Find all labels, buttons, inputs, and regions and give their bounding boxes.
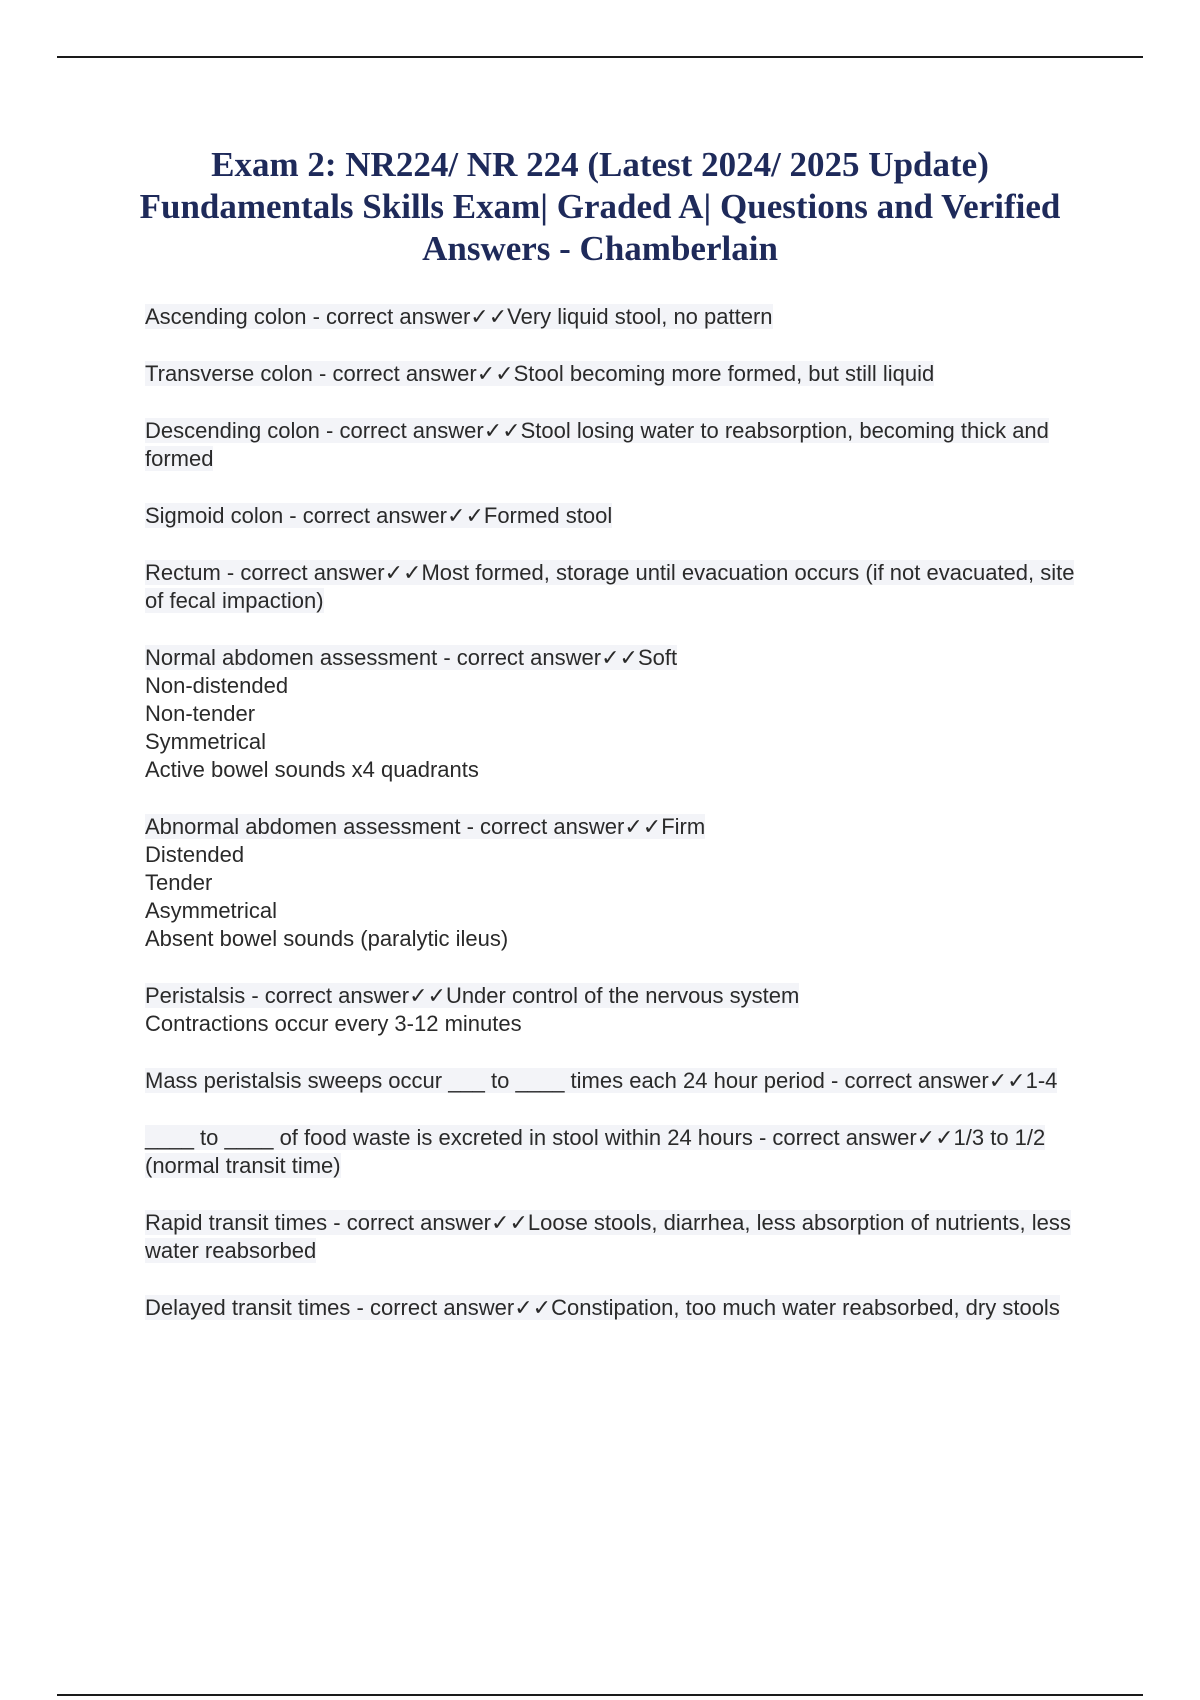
answer-separator: - correct answer✓✓	[350, 1295, 552, 1320]
qa-item	[145, 1124, 1085, 1180]
answer-extra-line: Symmetrical	[145, 729, 267, 754]
qa-question-line	[145, 814, 705, 839]
answer-extra-line: Absent bowel sounds (paralytic ileus)	[145, 926, 509, 951]
answer-separator: - correct answer✓✓	[312, 361, 514, 386]
qa-item	[145, 559, 1085, 615]
question-text: Ascending colon	[145, 304, 307, 329]
bottom-divider	[57, 1694, 1143, 1696]
answer-text: Formed stool	[483, 503, 613, 528]
question-text: Descending colon	[145, 418, 320, 443]
answer-separator: - correct answer✓✓	[824, 1068, 1026, 1093]
answer-extra-line: Tender	[145, 870, 213, 895]
answer-extra-line: Asymmetrical	[145, 898, 278, 923]
answer-extra-line: Non-tender	[145, 701, 256, 726]
qa-question-line	[145, 418, 1049, 471]
qa-item	[145, 982, 1085, 1038]
answer-extra-line: Contractions occur every 3-12 minutes	[145, 1011, 522, 1036]
top-divider	[57, 56, 1143, 58]
answer-text: Constipation, too much water reabsorbed, dry stools	[551, 1295, 1060, 1320]
qa-item	[145, 1209, 1085, 1265]
question-text: Rapid transit times	[145, 1210, 328, 1235]
answer-separator: - correct answer✓✓	[283, 503, 484, 528]
answer-text: Most formed, storage until evacuation occurs (if not evacuated, site of fecal impaction)	[145, 560, 1075, 613]
answer-text: Stool becoming more formed, but still liquid	[513, 361, 935, 386]
qa-item	[145, 813, 1085, 953]
question-text: Peristalsis	[145, 983, 246, 1008]
qa-item	[145, 1067, 1085, 1095]
qa-question-line	[145, 1125, 1045, 1178]
qa-list	[145, 303, 1085, 1351]
answer-separator: - correct answer✓✓	[220, 560, 422, 585]
question-text: Normal abdomen assessment	[145, 645, 438, 670]
answer-text: Soft	[637, 645, 678, 670]
question-text: Transverse colon	[145, 361, 313, 386]
question-text: Mass peristalsis sweeps occur ___ to ____ times each 24 hour period	[145, 1068, 825, 1093]
answer-separator: - correct answer✓✓	[437, 645, 638, 670]
qa-item	[145, 1294, 1085, 1322]
qa-question-line	[145, 645, 677, 670]
answer-separator: - correct answer✓✓	[752, 1125, 954, 1150]
qa-item	[145, 303, 1085, 331]
qa-question-line	[145, 983, 799, 1008]
answer-text: Stool losing water to reabsorption, becoming thick and formed	[145, 418, 1049, 471]
qa-question-line	[145, 1210, 1071, 1263]
answer-separator: - correct answer✓✓	[245, 983, 446, 1008]
answer-separator: - correct answer✓✓	[327, 1210, 528, 1235]
question-text: Rectum	[145, 560, 221, 585]
answer-text: 1-4	[1025, 1068, 1058, 1093]
answer-extra-line: Distended	[145, 842, 245, 867]
answer-text: Under control of the nervous system	[445, 983, 800, 1008]
question-text: Abnormal abdomen assessment	[145, 814, 461, 839]
qa-question-line	[145, 1295, 1060, 1320]
document-title: Exam 2: NR224/ NR 224 (Latest 2024/ 2025 Update) Fundamentals Skills Exam| Graded A| Questions and Verified Answers - Chamberlain	[139, 145, 1061, 268]
qa-item	[145, 417, 1085, 473]
qa-question-line	[145, 1068, 1057, 1093]
answer-text: Firm	[661, 814, 706, 839]
qa-question-line	[145, 503, 612, 528]
qa-question-line	[145, 560, 1074, 613]
answer-text: Loose stools, diarrhea, less absorption of nutrients, less water reabsorbed	[145, 1210, 1071, 1263]
question-text: Delayed transit times	[145, 1295, 351, 1320]
answer-extra-line: Non-distended	[145, 673, 289, 698]
answer-separator: - correct answer✓✓	[319, 418, 521, 443]
answer-separator: - correct answer✓✓	[306, 304, 508, 329]
qa-item	[145, 360, 1085, 388]
answer-extra-line: Active bowel sounds x4 quadrants	[145, 757, 479, 782]
question-text: ____ to ____ of food waste is excreted in stool within 24 hours	[145, 1125, 753, 1150]
qa-item	[145, 502, 1085, 530]
answer-separator: - correct answer✓✓	[460, 814, 662, 839]
qa-question-line	[145, 361, 934, 386]
answer-text: Very liquid stool, no pattern	[507, 304, 773, 329]
question-text: Sigmoid colon	[145, 503, 284, 528]
qa-item	[145, 644, 1085, 784]
answer-text: 1/3 to 1/2 (normal transit time)	[145, 1125, 1046, 1178]
qa-question-line	[145, 304, 773, 329]
